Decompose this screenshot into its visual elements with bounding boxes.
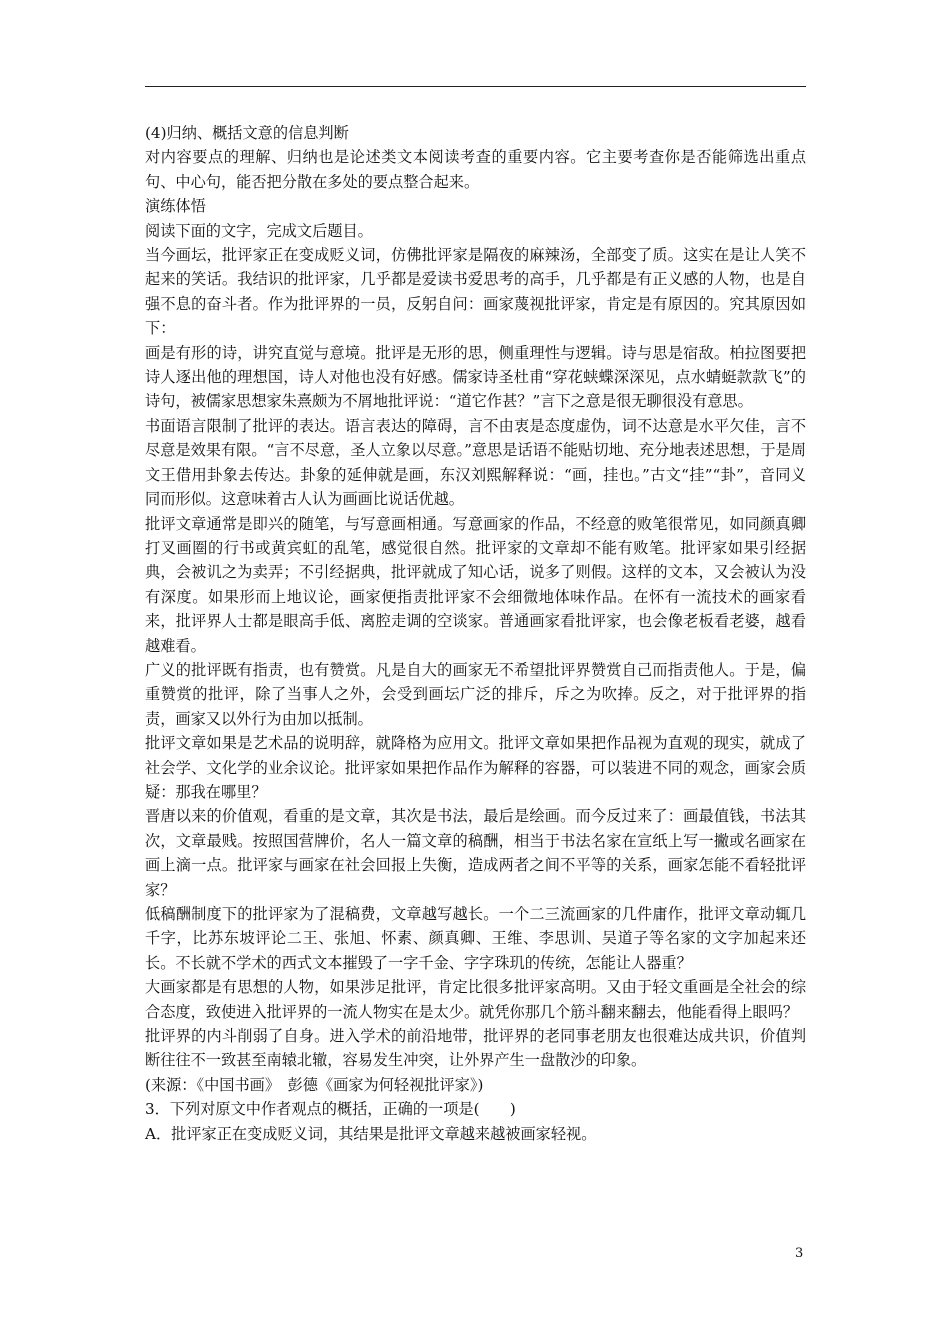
passage-paragraph-7: 晋唐以来的价值观，看重的是文章，其次是书法，最后是绘画。而今反过来了：画最值钱，书法其次，文章最贱。按照国营牌价，名人一篇文章的稿酬，相当于书法名家在宣纸上写一撇或名画家在画上滴一点。批评家与画家在社会回报上失衡，造成两者之间不平等的关系，画家怎能不看轻批评家？ bbox=[145, 807, 806, 899]
passage-paragraph-6: 批评文章如果是艺术品的说明辞，就降格为应用文。批评文章如果把作品视为直观的现实，就成了社会学、文化学的业余议论。批评家如果把作品作为解释的容器，可以装进不同的观念，画家会质疑：那我在哪里？ bbox=[145, 734, 806, 801]
source-citation: (来源：《中国书画》 彭德《画家为何轻视批评家》) bbox=[145, 1075, 484, 1094]
passage-paragraph-2: 画是有形的诗，讲究直觉与意境。批评是无形的思，侧重理性与逻辑。诗与思是宿敌。柏拉图要把诗人逐出他的理想国，诗人对他也没有好感。儒家诗圣杜甫“穿花蛱蝶深深见，点水蜻蜓款款飞”的诗句，被儒家思想家朱熹颇为不屑地批评说：“道它作甚？”言下之意是很无聊很没有意思。 bbox=[145, 343, 806, 411]
intro-paragraph: 对内容要点的理解、归纳也是论述类文本阅读考查的重要内容。它主要考查你是否能筛选出重点句、中心句，能否把分散在多处的要点整合起来。 bbox=[145, 148, 806, 191]
passage-paragraph-9: 大画家都是有思想的人物，如果涉足批评，肯定比很多批评家高明。又由于轻文重画是全社会的综合态度，致使进入批评界的一流人物实在是太少。就凭你那几个筋斗翻来翻去，他能看得上眼吗？ bbox=[145, 978, 806, 1021]
passage-paragraph-4: 批评文章通常是即兴的随笔，与写意画相通。写意画家的作品，不经意的败笔很常见，如同颜真卿打叉画圈的行书或黄宾虹的乱笔，感觉很自然。批评家的文章却不能有败笔。批评家如果引经据典，会被讥之为卖弄；不引经据典，批评就成了知心话，说多了则假。这样的文本，又会被认为没有深度。如果形而上地议论，画家便指责批评家不会细微地体味作品。在怀有一流技术的画家看来，批评界人士都是眼高手低、离腔走调的空谈家。普通画家看批评家，也会像老板看老婆，越看越难看。 bbox=[145, 514, 806, 655]
passage-paragraph-8: 低稿酬制度下的批评家为了混稿费，文章越写越长。一个二三流画家的几件庸作，批评文章动辄几千字，比苏东坡评论二王、张旭、怀素、颜真卿、王维、李思训、吴道子等名家的文字加起来还长。不长就不学术的西式文本摧毁了一字千金、字字珠玑的传统，怎能让人器重？ bbox=[145, 905, 806, 972]
passage-paragraph-3: 书面语言限制了批评的表达。语言表达的障碍，言不由衷是态度虚伪，词不达意是水平欠佳，言不尽意是效果有限。“言不尽意，圣人立象以尽意。”意思是话语不能贴切地、充分地表述思想，于是周文王借用卦象去传达。卦象的延伸就是画，东汉刘熙解释说：“画，挂也。”古文“挂”“卦”，音同义同而形似。这意味着古人认为画画比说话优越。 bbox=[145, 416, 806, 509]
practice-heading: 演练体悟 bbox=[145, 197, 206, 216]
question-3: 3．下列对原文中作者观点的概括，正确的一项是( ) bbox=[145, 1100, 516, 1119]
passage-paragraph-10: 批评界的内斗削弱了自身。进入学术的前沿地带，批评界的老同事老朋友也很难达成共识，价值判断往往不一致甚至南辕北辙，容易发生冲突，让外界产生一盘散沙的印象。 bbox=[145, 1027, 806, 1070]
page-number: 3 bbox=[795, 1246, 804, 1261]
passage-paragraph-1: 当今画坛，批评家正在变成贬义词，仿佛批评家是隔夜的麻辣汤，全部变了质。这实在是让人笑不起来的笑话。我结识的批评家，几乎都是爱读书爱思考的高手，几乎都是有正义感的人物，也是自强不息的奋斗者。作为批评界的一员，反躬自问：画家蔑视批评家，肯定是有原因的。究其原因如下： bbox=[145, 246, 806, 338]
passage-paragraph-5: 广义的批评既有指责，也有赞赏。凡是自大的画家无不希望批评界赞赏自己而指责他人。于是，偏重赞赏的批评，除了当事人之外，会受到画坛广泛的排斥，斥之为吹捧。反之，对于批评界的指责，画家又以外行为由加以抵制。 bbox=[145, 660, 806, 728]
header-rule bbox=[145, 86, 806, 87]
section-heading: (4)归纳、概括文意的信息判断 bbox=[145, 124, 349, 142]
reading-instruction: 阅读下面的文字，完成文后题目。 bbox=[145, 221, 373, 240]
document-body bbox=[145, 121, 806, 1146]
option-a: A．批评家正在变成贬义词，其结果是批评文章越来越被画家轻视。 bbox=[145, 1124, 597, 1143]
